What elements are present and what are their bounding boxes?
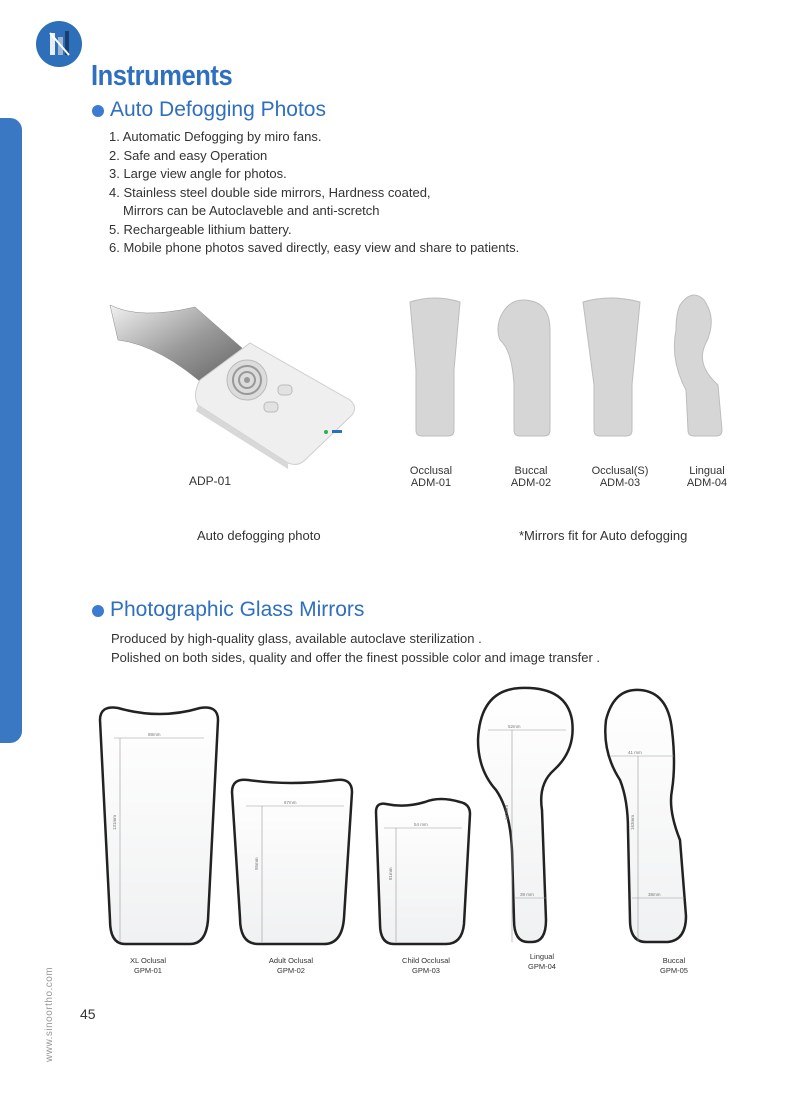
logo-mark-icon (36, 21, 82, 67)
mirror-caption (496, 465, 566, 489)
glass-caption (512, 952, 572, 972)
mirrors-caption: *Mirrors fit for Auto defogging (519, 528, 688, 543)
feature-item: 5. Rechargeable lithium battery. (109, 221, 292, 237)
feature-item: Mirrors can be Autoclaveble and anti-scretch (123, 203, 380, 218)
dim-label: 38mm (648, 892, 661, 897)
dim-label: 41 mm (628, 750, 642, 755)
glass-code: GPM-04 (528, 962, 556, 971)
glass-name: XL Oclusal (130, 956, 166, 965)
dim-label: 163mm (630, 814, 635, 830)
buccal-glass-mirror (605, 690, 686, 942)
glass-code: GPM-02 (277, 966, 305, 975)
mirror-name: Buccal (514, 465, 548, 477)
mirror-name: Occlusal(S) (591, 465, 649, 477)
mirror-name: Lingual (689, 465, 725, 477)
mirror-code: ADM-03 (599, 477, 641, 489)
feature-item: 2. Safe and easy Operation (109, 147, 268, 163)
dim-label: 95mm (254, 857, 259, 870)
website-url: www.sinoortho.com (44, 966, 55, 1062)
mirror-caption (396, 465, 466, 489)
lingual-glass-mirror (478, 688, 573, 942)
occlusal-s-mirror (583, 298, 640, 436)
dim-label: 88mm (148, 732, 161, 737)
feature-item: 4. Stainless steel double side mirrors, Hardness coated, (109, 184, 431, 200)
feature-item: 6. Mobile phone photos saved directly, easy view and share to patients. (109, 240, 520, 255)
glass-code: GPM-01 (134, 966, 162, 975)
page-number: 45 (80, 1006, 96, 1022)
glass-caption (256, 956, 326, 976)
adm-mirrors-image (400, 290, 760, 440)
description-line: Produced by high-quality glass, available autoclave sterilization . (111, 631, 482, 646)
section-heading-glass-mirrors: Photographic Glass Mirrors (110, 598, 365, 621)
glass-caption (388, 956, 464, 976)
dim-label: 54 mm (414, 822, 428, 827)
glass-name: Lingual (529, 952, 555, 961)
section-bullet (92, 605, 104, 617)
mirror-code: ADM-01 (410, 477, 452, 489)
glass-description (111, 630, 600, 667)
logo (36, 21, 82, 67)
auto-defogging-device-image (100, 295, 370, 470)
feature-item: 1. Automatic Defogging by miro fans. (109, 129, 322, 144)
lingual-mirror (674, 295, 722, 436)
mirror-caption (672, 465, 742, 489)
buccal-mirror (498, 300, 550, 436)
glass-caption (644, 956, 704, 976)
mirror-name: Occlusal (409, 465, 453, 477)
device-caption: Auto defogging photo (197, 528, 321, 543)
dim-label: 81mm (388, 867, 393, 880)
feature-list (109, 128, 519, 258)
feature-item: 3. Large view angle for photos. (109, 166, 287, 181)
dim-label: 67mm (284, 800, 297, 805)
mirror-caption (582, 465, 658, 489)
dim-label: 39 mm (520, 892, 534, 897)
section-heading-auto-defogging: Auto Defogging Photos (110, 98, 326, 121)
glass-code: GPM-05 (660, 966, 688, 975)
glass-name: Buccal (662, 956, 686, 965)
dim-label: 131mm (112, 814, 117, 830)
glass-name: Child Occlusal (402, 956, 450, 965)
side-tab (0, 118, 22, 743)
page-title: Instruments (91, 60, 233, 92)
mirror-code: ADM-04 (686, 477, 728, 489)
section-bullet (92, 105, 104, 117)
dim-label: 52mm (508, 724, 521, 729)
glass-caption (118, 956, 178, 976)
glass-name: Adult Oclusal (268, 956, 314, 965)
occlusal-mirror (410, 298, 460, 436)
glass-code: GPM-03 (412, 966, 440, 975)
description-line: Polished on both sides, quality and offer the finest possible color and image transfer . (111, 649, 600, 665)
xl-occlusal-mirror (100, 708, 218, 945)
glass-mirrors-image (80, 680, 700, 950)
dim-label: 167mm (504, 804, 509, 820)
mirror-code: ADM-02 (510, 477, 552, 489)
device-code: ADP-01 (189, 474, 232, 488)
